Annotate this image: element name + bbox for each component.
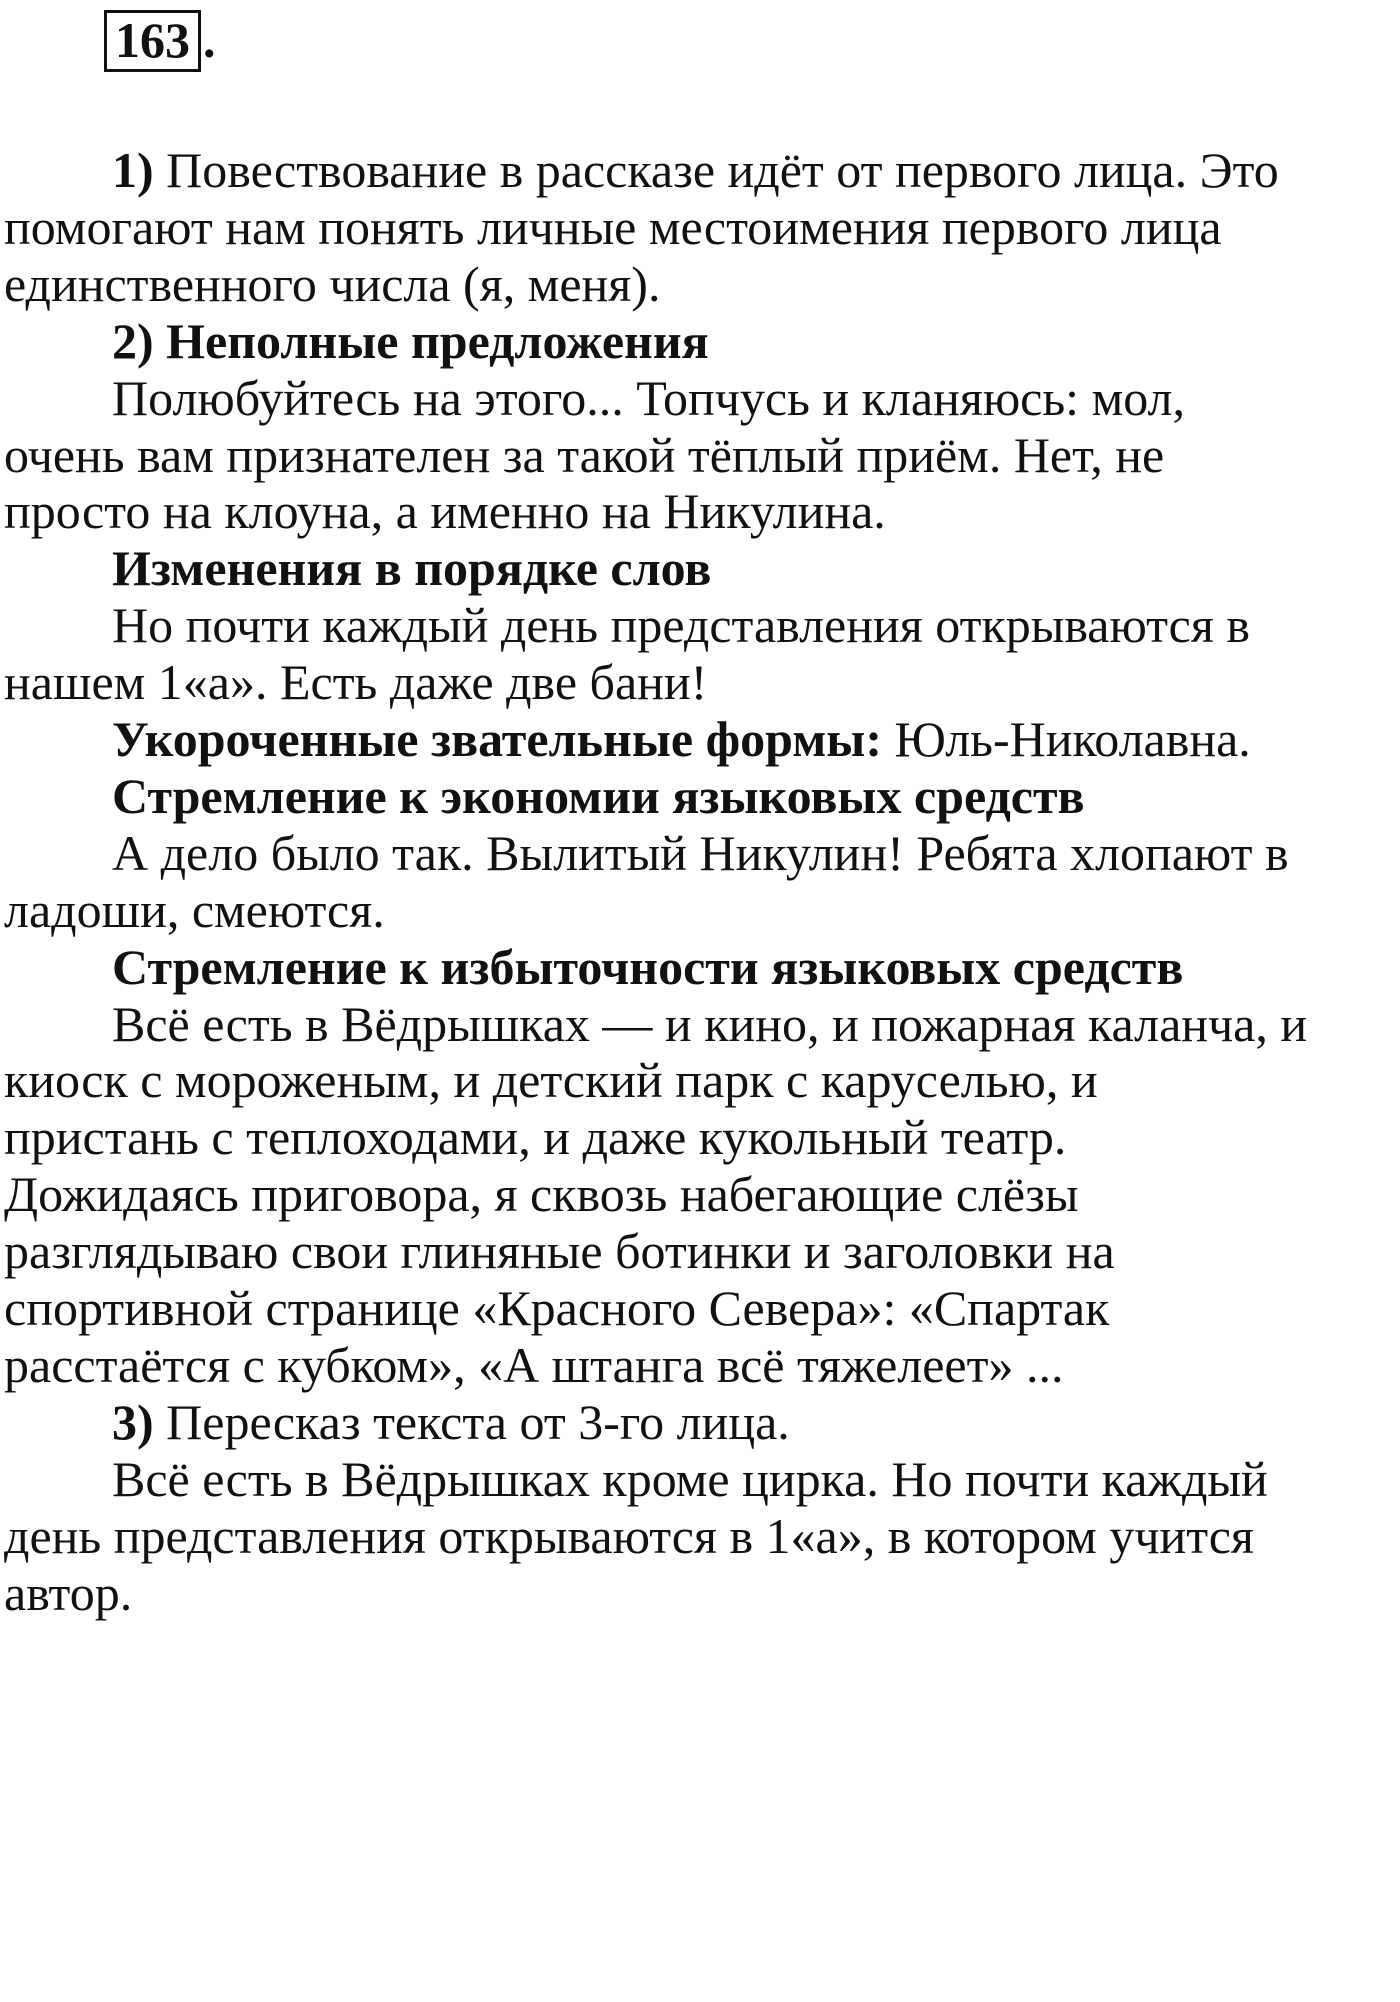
text-line [112, 313, 709, 369]
text-line [4, 256, 661, 312]
text-line [112, 370, 1185, 426]
text-run: киоск с мороженым, и детский парк с каруселью, и [4, 1052, 1098, 1108]
text-line [112, 1451, 1268, 1507]
text-line [4, 483, 886, 539]
text-run: Но почти каждый день представления открываются в [112, 597, 1250, 653]
text-run: нашем 1«а». Есть даже две бани! [4, 654, 708, 710]
text-line [4, 199, 1222, 255]
text-run: Повествование в рассказе идёт от первого лица. Это [153, 142, 1279, 198]
text-line [112, 1394, 790, 1450]
text-run: Юль-Николавна. [881, 711, 1251, 767]
text-line [4, 654, 708, 710]
task-number-box: 163 [104, 10, 201, 72]
text-line [4, 882, 385, 938]
text-run: спортивной странице «Красного Севера»: «Спартак [4, 1280, 1110, 1336]
text-run: просто на клоуна, а именно на Никулина. [4, 483, 886, 539]
text-run: расстаётся с кубком», «А штанга всё тяжелеет» ... [4, 1337, 1064, 1393]
text-line [112, 996, 1308, 1052]
text-run: единственного числа (я, меня). [4, 256, 661, 312]
text-line [4, 1337, 1064, 1393]
bold-text: Изменения в порядке слов [112, 540, 712, 596]
text-line [4, 1280, 1110, 1336]
text-run: Всё есть в Вёдрышках — и кино, и пожарная каланча, и [112, 996, 1308, 1052]
text-run: очень вам признателен за такой тёплый приём. Нет, не [4, 427, 1165, 483]
text-run: Полюбуйтесь на этого... Топчусь и кланяюсь: мол, [112, 370, 1185, 426]
text-run: помогают нам понять личные местоимения первого лица [4, 199, 1222, 255]
bold-text: 1) [112, 142, 154, 198]
text-run: Дожидаясь приговора, я сквозь набегающие слёзы [4, 1166, 1079, 1222]
text-run: автор. [4, 1565, 133, 1621]
text-run: пристань с теплоходами, и даже кукольный театр. [4, 1109, 1067, 1165]
text-line [4, 1565, 133, 1621]
text-run: Всё есть в Вёдрышках кроме цирка. Но почти каждый [112, 1451, 1268, 1507]
text-run: день представления открываются в 1«а», в котором учится [4, 1508, 1254, 1564]
text-line [112, 142, 1279, 198]
task-number [104, 10, 216, 72]
bold-text: Укороченные звательные формы: [112, 711, 882, 767]
text-line [4, 1109, 1067, 1165]
task-number-dot: . [203, 12, 216, 68]
text-run: Пересказ текста от 3-го лица. [153, 1394, 790, 1450]
bold-text: 2) Неполные предложения [112, 313, 709, 369]
bold-text: Стремление к избыточности языковых средств [112, 939, 1184, 995]
bold-text: 3) [112, 1394, 154, 1450]
text-line [4, 427, 1165, 483]
text-line [112, 540, 712, 596]
text-line [112, 768, 1085, 824]
text-line [4, 1223, 1115, 1279]
text-run: разглядываю свои глиняные ботинки и заголовки на [4, 1223, 1115, 1279]
text-line [4, 1166, 1079, 1222]
bold-text: Стремление к экономии языковых средств [112, 768, 1085, 824]
text-line [4, 1052, 1098, 1108]
text-run: А дело было так. Вылитый Никулин! Ребята хлопают в [112, 825, 1289, 881]
text-line [112, 825, 1289, 881]
text-line [112, 939, 1184, 995]
text-line [112, 711, 1251, 767]
text-line [4, 1508, 1254, 1564]
text-run: ладоши, смеются. [4, 882, 385, 938]
text-line [112, 597, 1250, 653]
